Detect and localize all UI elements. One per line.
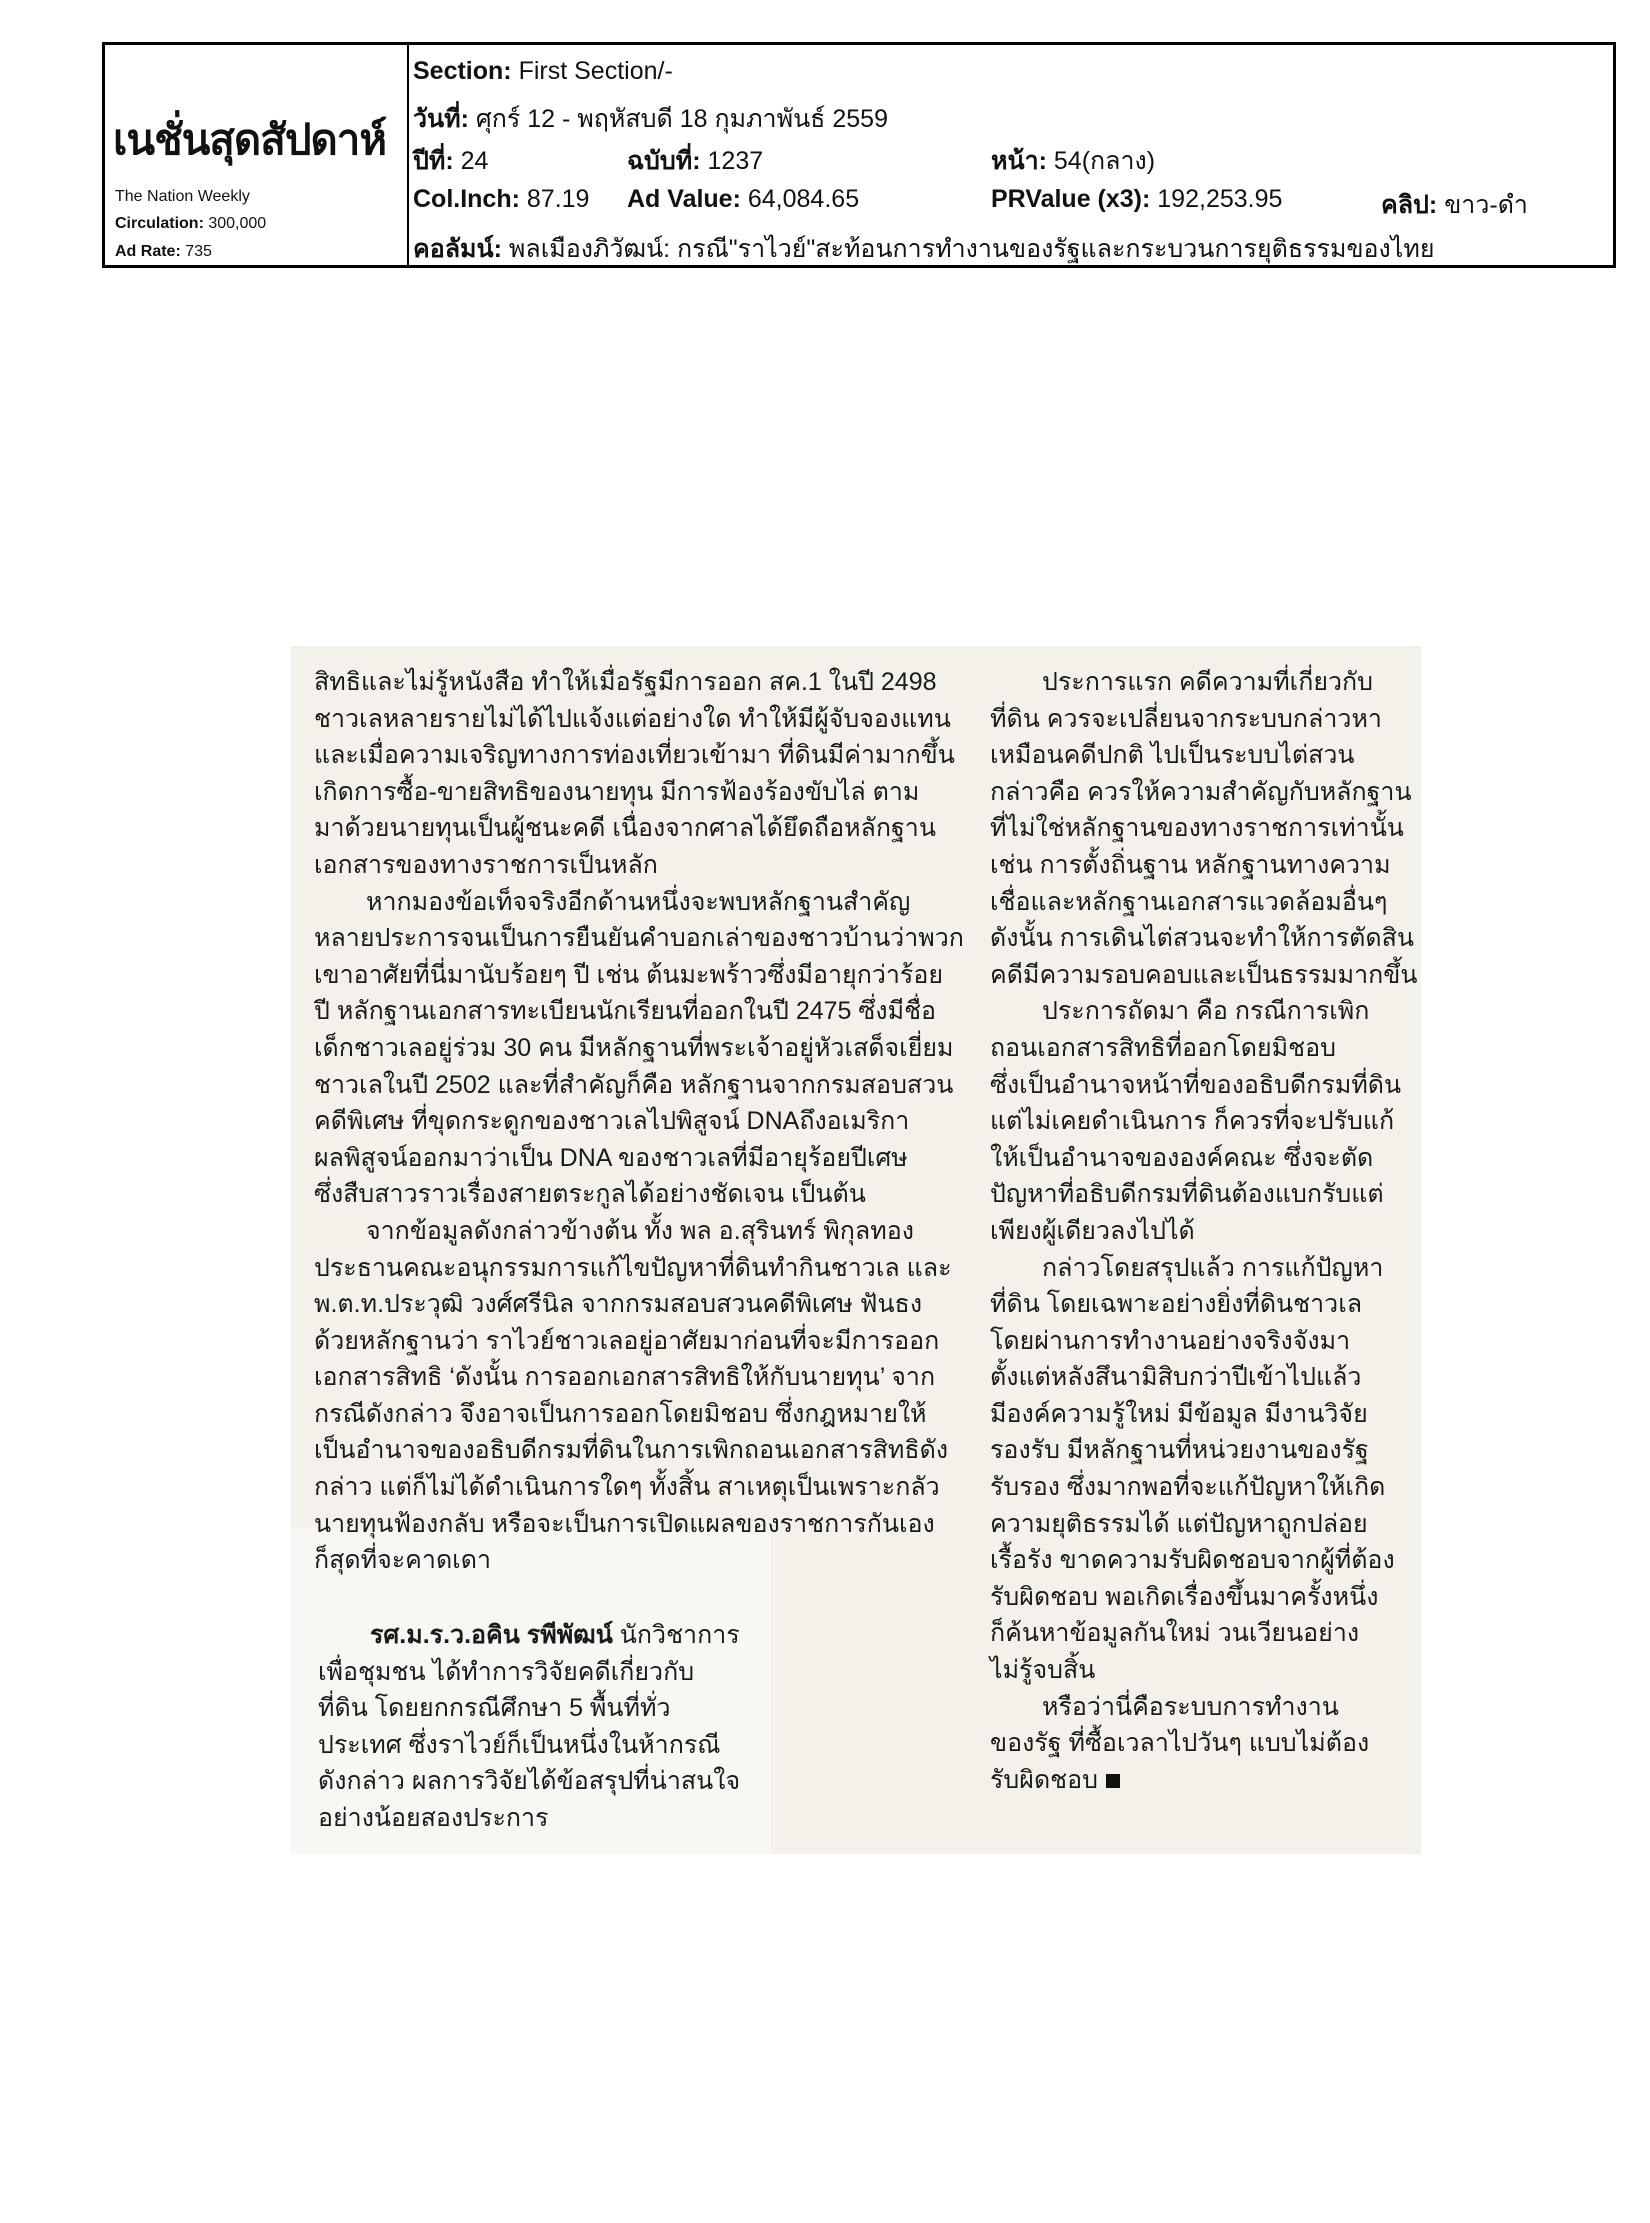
article-line: เอกสารสิทธิ ‘ดังนั้น การออกเอกสารสิทธิให้กับนายทุน’ จาก bbox=[314, 1363, 936, 1392]
ad-value-label: Ad Value: bbox=[627, 185, 741, 213]
date bbox=[413, 99, 888, 139]
article-line: เขาอาศัยที่นี่มานับร้อยๆ ปี เช่น ต้นมะพร้าวซึ่งมีอายุกว่าร้อย bbox=[314, 960, 943, 989]
article-line: ซึ่งเป็นอำนาจหน้าที่ของอธิบดีกรมที่ดิน bbox=[990, 1070, 1402, 1099]
issue-label: ฉบับที่: bbox=[627, 147, 701, 175]
article-line: เกิดการซื้อ-ขายสิทธิของนายทุน มีการฟ้องร้องขับไล่ ตาม bbox=[314, 777, 920, 806]
article-line: มาด้วยนายทุนเป็นผู้ชนะคดี เนื่องจากศาลได้ยึดถือหลักฐาน bbox=[314, 814, 936, 843]
pr-value bbox=[991, 185, 1282, 214]
article-line: และเมื่อความเจริญทางการท่องเที่ยวเข้ามา ที่ดินมีค่ามากขึ้น bbox=[314, 741, 955, 770]
article-line: ที่ดิน โดยยกกรณีศึกษา 5 พื้นที่ทั่ว bbox=[318, 1694, 671, 1723]
date-label: วันที่: bbox=[413, 105, 469, 133]
date-value: ศุกร์ 12 - พฤหัสบดี 18 กุมภาพันธ์ 2559 bbox=[475, 105, 888, 133]
section bbox=[413, 57, 673, 86]
article-line: เหมือนคดีปกติ ไปเป็นระบบไต่สวน bbox=[990, 741, 1355, 770]
article-line: กล่าวคือ ควรให้ความสำคัญกับหลักฐาน bbox=[990, 777, 1412, 806]
article-line: ความยุติธรรมได้ แต่ปัญหาถูกปล่อย bbox=[990, 1509, 1368, 1538]
clip-value: ขาว-ดำ bbox=[1444, 191, 1528, 219]
year bbox=[413, 141, 488, 181]
clip-type bbox=[1381, 185, 1528, 225]
column-title bbox=[413, 229, 1434, 269]
article-line: เพียงผู้เดียวลงไปได้ bbox=[990, 1216, 1195, 1245]
article-line: ซึ่งสืบสาวราวเรื่องสายตระกูลได้อย่างชัดเจน เป็นต้น bbox=[314, 1180, 866, 1209]
article-line: แต่ไม่เคยดำเนินการ ก็ควรที่จะปรับแก้ bbox=[990, 1107, 1395, 1136]
article-line: รองรับ มีหลักฐานที่หน่วยงานของรัฐ bbox=[990, 1436, 1369, 1465]
article-line: คดีมีความรอบคอบและเป็นธรรมมากขึ้น bbox=[990, 960, 1418, 989]
article-line: ที่ดิน โดยเฉพาะอย่างยิ่งที่ดินชาวเล bbox=[990, 1290, 1363, 1319]
column-label: คอลัมน์: bbox=[413, 235, 502, 263]
ad-rate-label: Ad Rate: bbox=[115, 243, 181, 260]
section-value: First Section/- bbox=[518, 57, 673, 85]
section-label: Section: bbox=[413, 57, 512, 85]
circulation-value: 300,000 bbox=[208, 215, 267, 232]
clip-label: คลิป: bbox=[1381, 191, 1438, 219]
issue-value: 1237 bbox=[707, 147, 764, 175]
article-line: กล่าวโดยสรุปแล้ว การแก้ปัญหา bbox=[1042, 1253, 1384, 1282]
author-title: นักวิชาการ bbox=[612, 1621, 740, 1649]
article-line: ที่ไม่ใช่หลักฐานของทางราชการเท่านั้น bbox=[990, 814, 1404, 843]
article-line: ดังกล่าว ผลการวิจัยได้ข้อสรุปที่น่าสนใจ bbox=[318, 1767, 741, 1796]
article-line: โดยผ่านการทำงานอย่างจริงจังมา bbox=[990, 1326, 1351, 1355]
article-line: รับรอง ซึ่งมากพอที่จะแก้ปัญหาให้เกิด bbox=[990, 1473, 1386, 1502]
page-number bbox=[991, 141, 1155, 181]
col-inch-value: 87.19 bbox=[526, 185, 590, 213]
pr-value-label: PRValue (x3): bbox=[991, 185, 1151, 213]
publication-logo: เนชั่นสุดสัปดาห์ bbox=[113, 116, 387, 163]
article-line: รับผิดชอบ พอเกิดเรื่องขึ้นมาครั้งหนึ่ง bbox=[990, 1582, 1379, 1611]
article-line: ด้วยหลักฐานว่า ราไวย์ชาวเลอยู่อาศัยมาก่อนที่จะมีการออก bbox=[314, 1326, 940, 1355]
article-line: เรื้อรัง ขาดความรับผิดชอบจากผู้ที่ต้อง bbox=[990, 1546, 1395, 1575]
ad-rate-value: 735 bbox=[185, 243, 212, 260]
article-line: ผลพิสูจน์ออกมาว่าเป็น DNA ของชาวเลที่มีอายุร้อยปีเศษ bbox=[314, 1143, 908, 1172]
article-line: ของรัฐ ที่ซื้อเวลาไปวันๆ แบบไม่ต้อง bbox=[990, 1729, 1370, 1758]
article-line: ที่ดิน ควรจะเปลี่ยนจากระบบกล่าวหา bbox=[990, 704, 1382, 733]
article-line: หลายประการจนเป็นการยืนยันคำบอกเล่าของชาวบ้านว่าพวก bbox=[314, 924, 964, 953]
year-label: ปีที่: bbox=[413, 147, 454, 175]
publication-info bbox=[105, 45, 409, 265]
article-line: เป็นอำนาจของอธิบดีกรมที่ดินในการเพิกถอนเอกสารสิทธิดัง bbox=[314, 1436, 949, 1465]
article-line: ชาวเลหลายรายไม่ได้ไปแจ้งแต่อย่างใด ทำให้มีผู้จับจองแทน bbox=[314, 704, 951, 733]
article-line: ไม่รู้จบสิ้น bbox=[990, 1656, 1096, 1685]
article-line: กรณีดังกล่าว จึงอาจเป็นการออกโดยมิชอบ ซึ่งกฎหมายให้ bbox=[314, 1399, 927, 1428]
author-line bbox=[318, 1617, 740, 1654]
article-line: หรือว่านี่คือระบบการทำงาน bbox=[1042, 1692, 1339, 1721]
article-line: เอกสารของทางราชการเป็นหลัก bbox=[314, 850, 658, 879]
col-inch-label: Col.Inch: bbox=[413, 185, 520, 213]
article-line: ถอนเอกสารสิทธิที่ออกโดยมิชอบ bbox=[990, 1033, 1336, 1062]
article-line: ชาวเลในปี 2502 และที่สำคัญก็คือ หลักฐานจากกรมสอบสวน bbox=[314, 1070, 954, 1099]
article-line: นายทุนฟ้องกลับ หรือจะเป็นการเปิดแผลของราชการกันเอง bbox=[314, 1509, 935, 1538]
article-line: อย่างน้อยสองประการ bbox=[318, 1803, 549, 1832]
article-line: เด็กชาวเลอยู่ร่วม 30 คน มีหลักฐานที่พระเจ้าอยู่หัวเสด็จเยี่ยม bbox=[314, 1033, 954, 1062]
article-line: เชื่อและหลักฐานเอกสารแวดล้อมอื่นๆ bbox=[990, 887, 1388, 916]
col-inch bbox=[413, 185, 589, 214]
issue bbox=[627, 141, 763, 181]
column-value: พลเมืองภิวัฒน์: กรณี"ราไวย์"สะท้อนการทำงานของรัฐและกระบวนการยุติธรรมของไทย bbox=[508, 235, 1435, 263]
clipping-header bbox=[102, 42, 1616, 268]
end-mark-icon bbox=[1106, 1774, 1120, 1788]
publication-name: The Nation Weekly bbox=[115, 188, 250, 205]
article-left-column-tail bbox=[318, 1617, 740, 1837]
article-line: ให้เป็นอำนาจขององค์คณะ ซึ่งจะตัด bbox=[990, 1143, 1374, 1172]
article-line: ประการถัดมา คือ กรณีการเพิก bbox=[1042, 997, 1370, 1026]
article-left-column bbox=[314, 664, 964, 1579]
article-line: จากข้อมูลดังกล่าวข้างต้น ทั้ง พล อ.สุรินทร์ พิกุลทอง bbox=[366, 1216, 914, 1245]
year-value: 24 bbox=[460, 147, 489, 175]
article-line: สิทธิและไม่รู้หนังสือ ทำให้เมื่อรัฐมีการออก สค.1 ในปี 2498 bbox=[314, 668, 937, 696]
article-line: ปี หลักฐานเอกสารทะเบียนนักเรียนที่ออกในปี 2475 ซึ่งมีชื่อ bbox=[314, 997, 937, 1026]
circulation-label: Circulation: bbox=[115, 215, 204, 232]
article-line: ปัญหาที่อธิบดีกรมที่ดินต้องแบกรับแต่ bbox=[990, 1180, 1384, 1209]
article-line: ประการแรก คดีความที่เกี่ยวกับ bbox=[1042, 668, 1374, 696]
ad-rate bbox=[115, 243, 212, 261]
page-label: หน้า: bbox=[991, 147, 1047, 175]
article-line: คดีพิเศษ ที่ขุดกระดูกของชาวเลไปพิสูจน์ DNAถึงอเมริกา bbox=[314, 1107, 910, 1136]
article-line: ก็ค้นหาข้อมูลกันใหม่ วนเวียนอย่าง bbox=[990, 1619, 1360, 1648]
article-line: ดังนั้น การเดินไต่สวนจะทำให้การตัดสิน bbox=[990, 924, 1414, 953]
article-line: กล่าว แต่ก็ไม่ได้ดำเนินการใดๆ ทั้งสิ้น สาเหตุเป็นเพราะกลัว bbox=[314, 1473, 940, 1502]
article-right-column bbox=[990, 664, 1417, 1798]
author-name: รศ.ม.ร.ว.อคิน รพีพัฒน์ bbox=[370, 1621, 613, 1649]
article-line: ประเทศ ซึ่งราไวย์ก็เป็นหนึ่งในห้ากรณี bbox=[318, 1730, 721, 1759]
article-line: ประธานคณะอนุกรรมการแก้ไขปัญหาที่ดินทำกินชาวเล และ bbox=[314, 1253, 952, 1282]
article-line: เช่น การตั้งถิ่นฐาน หลักฐานทางความ bbox=[990, 850, 1391, 879]
article-line: ก็สุดที่จะคาดเดา bbox=[314, 1546, 492, 1575]
circulation bbox=[115, 215, 266, 233]
page-value: 54(กลาง) bbox=[1053, 147, 1156, 175]
article-line: เพื่อชุมชน ได้ทำการวิจัยคดีเกี่ยวกับ bbox=[318, 1657, 695, 1686]
article-line: รับผิดชอบ bbox=[990, 1762, 1417, 1799]
article-line: พ.ต.ท.ประวุฒิ วงศ์ศรีนิล จากกรมสอบสวนคดีพิเศษ ฟันธง bbox=[314, 1290, 923, 1319]
ad-value bbox=[627, 185, 859, 214]
pr-value-value: 192,253.95 bbox=[1157, 185, 1283, 213]
article-line: มีองค์ความรู้ใหม่ มีข้อมูล มีงานวิจัย bbox=[990, 1399, 1368, 1428]
article-line: หากมองข้อเท็จจริงอีกด้านหนึ่งจะพบหลักฐานสำคัญ bbox=[366, 887, 911, 916]
ad-value-value: 64,084.65 bbox=[747, 185, 860, 213]
article-line: ตั้งแต่หลังสึนามิสิบกว่าปีเข้าไปแล้ว bbox=[990, 1363, 1362, 1392]
